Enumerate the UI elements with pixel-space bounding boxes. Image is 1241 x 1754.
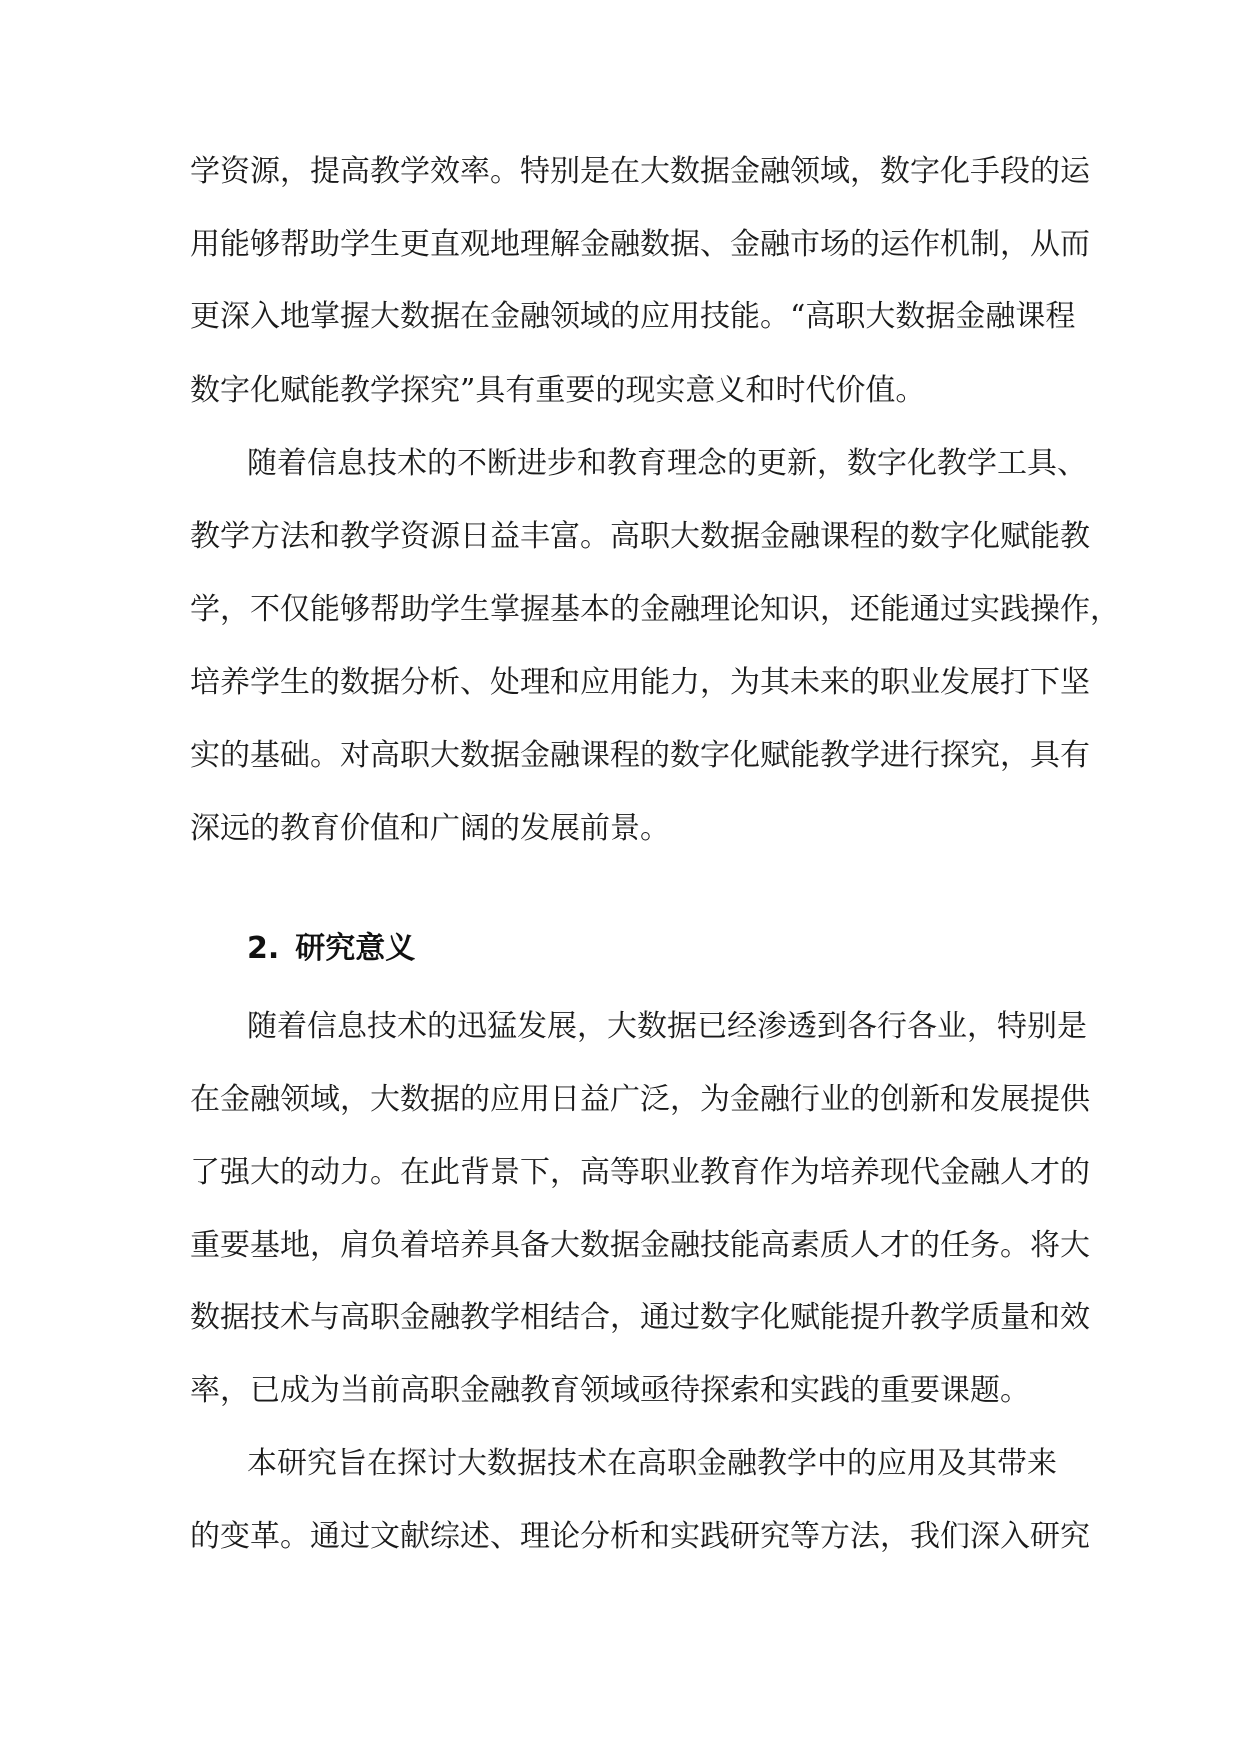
section-paragraph-1-line-2: 在金融领域，大数据的应用日益广泛，为金融行业的创新和发展提供	[190, 1082, 1090, 1117]
paragraph-1-line-4: 数字化赋能教学探究”具有重要的现实意义和时代价值。	[190, 373, 926, 408]
section-paragraph-1-line-4: 重要基地，肩负着培养具备大数据金融技能高素质人才的任务。将大	[190, 1228, 1090, 1263]
section-paragraph-1-line-5: 数据技术与高职金融教学相结合，通过数字化赋能提升教学质量和效	[190, 1300, 1090, 1335]
paragraph-2-line-1: 随着信息技术的不断进步和教育理念的更新，数字化教学工具、	[247, 446, 1087, 481]
paragraph-2-line-3: 学，不仅能够帮助学生掌握基本的金融理论知识，还能通过实践操作，	[190, 592, 1120, 627]
paragraph-2-line-5: 实的基础。对高职大数据金融课程的数字化赋能教学进行探究，具有	[190, 738, 1090, 773]
paragraph-2-line-6: 深远的教育价值和广阔的发展前景。	[190, 811, 670, 846]
section-heading	[247, 929, 415, 969]
section-title: 研究意义	[295, 931, 416, 966]
section-paragraph-2-line-2: 的变革。通过文献综述、理论分析和实践研究等方法，我们深入研究	[190, 1519, 1090, 1554]
section-paragraph-1-line-3: 了强大的动力。在此背景下，高等职业教育作为培养现代金融人才的	[190, 1155, 1090, 1190]
section-paragraph-2-line-1: 本研究旨在探讨大数据技术在高职金融教学中的应用及其带来	[247, 1446, 1057, 1481]
paragraph-2-line-2: 教学方法和教学资源日益丰富。高职大数据金融课程的数字化赋能教	[190, 519, 1090, 554]
paragraph-1-line-3: 更深入地掌握大数据在金融领域的应用技能。“高职大数据金融课程	[190, 299, 1076, 334]
paragraph-2-line-4: 培养学生的数据分析、处理和应用能力，为其未来的职业发展打下坚	[190, 665, 1090, 700]
paragraph-1-line-1: 学资源，提高教学效率。特别是在大数据金融领域，数字化手段的运	[190, 154, 1090, 189]
section-number: 2.	[247, 931, 280, 966]
paragraph-1-line-2: 用能够帮助学生更直观地理解金融数据、金融市场的运作机制，从而	[190, 227, 1090, 262]
section-paragraph-1-line-6: 率，已成为当前高职金融教育领域亟待探索和实践的重要课题。	[190, 1373, 1030, 1408]
section-paragraph-1-line-1: 随着信息技术的迅猛发展，大数据已经渗透到各行各业，特别是	[247, 1009, 1087, 1044]
